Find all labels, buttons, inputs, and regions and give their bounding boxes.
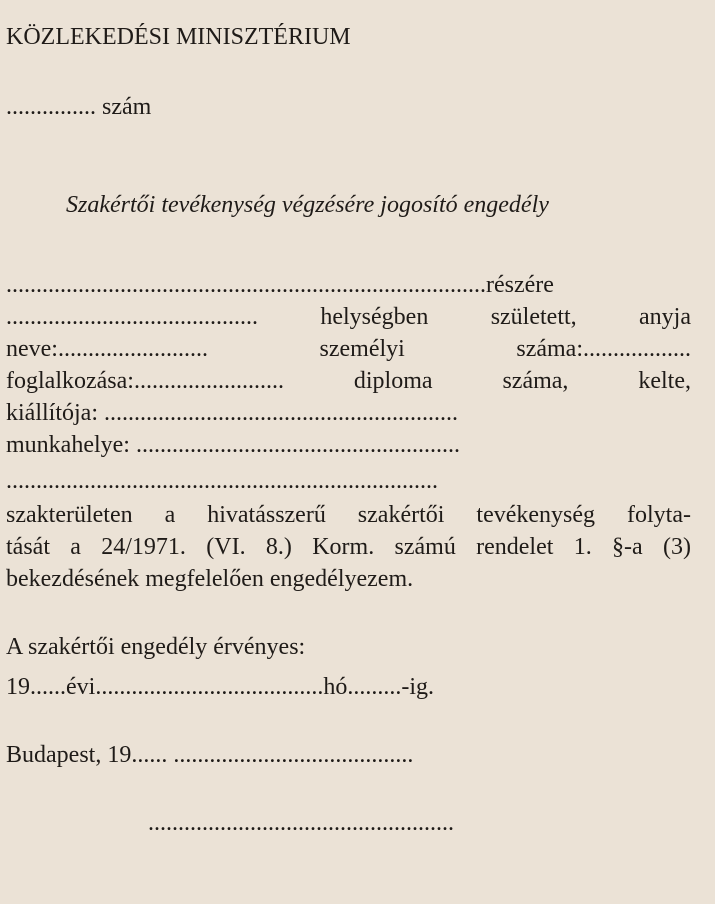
validity-label: A szakértői engedély érvényes:	[6, 634, 306, 660]
ministry-heading: KÖZLEKEDÉSI MINISZTÉRIUM	[6, 24, 351, 50]
form-text-line-3: bekezdésének megfelelően engedélyezem.	[6, 566, 414, 592]
form-line-recipient: ................................................................................részére	[6, 272, 554, 298]
form-text-line-1: szakterületen a hivatásszerű szakértői tevékenység folyta-	[6, 502, 691, 528]
form-line-mother-name: neve:......................... személyi száma:..................	[6, 336, 691, 362]
form-line-birthplace: .......................................... helységben született, anyja	[6, 304, 691, 330]
number-line: ............... szám	[6, 94, 152, 120]
validity-date: 19......évi......................................hó.........-ig.	[6, 674, 434, 700]
form-line-occupation: foglalkozása:......................... diploma száma, kelte,	[6, 368, 691, 394]
signature-line: ...................................................	[148, 810, 454, 836]
form-line-workplace: munkahelye: ......................................................	[6, 432, 460, 458]
place-date-line: Budapest, 19...... ........................................	[6, 742, 414, 768]
form-line-issuer: kiállítója: ...........................................................	[6, 400, 458, 426]
form-line-blank: ........................................................................	[6, 468, 438, 494]
document-title: Szakértői tevékenység végzésére jogosító engedély	[66, 192, 549, 218]
form-text-line-2: tását a 24/1971. (VI. 8.) Korm. számú rendelet 1. §-a (3)	[6, 534, 691, 560]
